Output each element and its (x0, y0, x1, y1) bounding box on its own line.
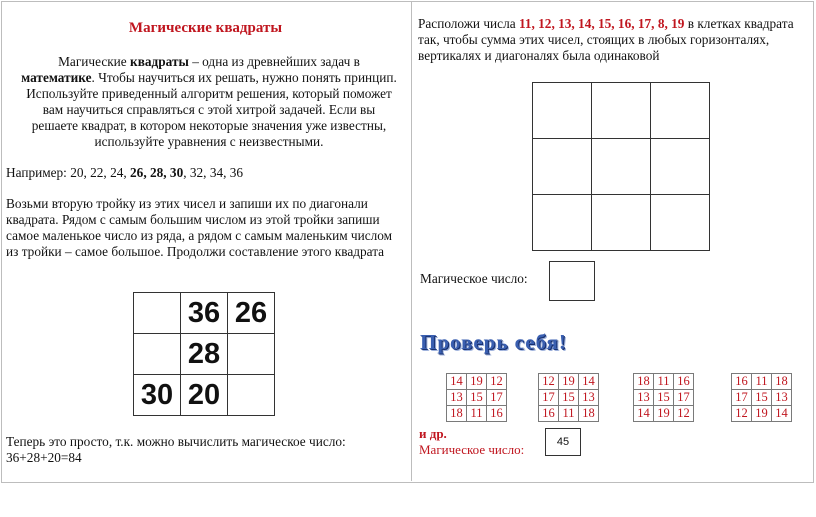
solution-square-3 (633, 373, 694, 422)
empty-cell[interactable] (651, 139, 710, 195)
text-run: Расположи числа (418, 16, 519, 31)
empty-cell[interactable] (533, 83, 592, 139)
solution-cell: 13 (634, 390, 654, 406)
sample-cell: 30 (134, 375, 181, 416)
empty-cell[interactable] (533, 139, 592, 195)
solution-cell: 19 (654, 406, 674, 422)
solution-square-2 (538, 373, 599, 422)
empty-cell[interactable] (651, 83, 710, 139)
intro-paragraph (20, 54, 398, 150)
empty-magic-square (532, 82, 710, 251)
text-run: в клетках квадрата так, чтобы сумма этих чисел, стоящих в любых горизонталях, вертикалях и диагоналях была одинаковой (418, 16, 794, 63)
solution-cell: 11 (467, 406, 487, 422)
text-run: – одна из древнейших задач в (188, 54, 360, 69)
sample-cell[interactable] (134, 334, 181, 375)
left-title: Магические квадраты (128, 20, 283, 36)
solution-cell: 17 (732, 390, 752, 406)
instruction-paragraph: Возьми вторую тройку из этих чисел и запиши их по диагонали квадрата. Рядом с самым большим числом из этой тройки запиши самое маленькое число из ряда, а рядом с самым маленьким числом из тройки – самое большое. Продолжи составление этого квадрата (6, 196, 393, 259)
sample-cell[interactable] (228, 334, 275, 375)
sample-cell: 36 (181, 293, 228, 334)
solution-cell: 12 (732, 406, 752, 422)
solution-cell: 13 (579, 390, 599, 406)
solution-cell: 17 (487, 390, 507, 406)
solution-cell: 18 (772, 374, 792, 390)
solution-cell: 15 (752, 390, 772, 406)
conclusion (6, 434, 346, 466)
sample-cell: 26 (228, 293, 275, 334)
solution-cell: 12 (674, 406, 694, 422)
solution-cell: 14 (634, 406, 654, 422)
conclusion-text: Теперь это просто, т.к. можно вычислить магическое число: (6, 434, 346, 449)
text-run: Магические (58, 54, 131, 69)
conclusion-formula: 36+28+20=84 (6, 450, 82, 465)
text-run: , 32, 34, 36 (183, 165, 244, 180)
solution-cell: 16 (732, 374, 752, 390)
solution-cell: 11 (654, 374, 674, 390)
sample-cell[interactable] (228, 375, 275, 416)
solution-cell: 18 (579, 406, 599, 422)
solution-cell: 13 (772, 390, 792, 406)
sample-cell: 28 (181, 334, 228, 375)
solution-cell: 18 (634, 374, 654, 390)
text-run: . Чтобы научиться их решать, нужно понять принцип. Используйте приведенный алгоритм решения, который поможет вам научиться справляться с этой хитрой задачей. Если вы решаете квадрат, в котором некоторые значения уже известны, используйте уравнения с неизвестными. (26, 70, 397, 149)
solution-square-4 (731, 373, 792, 422)
check-yourself-title: Проверь себя! (420, 330, 567, 354)
column-divider (411, 1, 412, 481)
empty-cell[interactable] (592, 139, 651, 195)
solution-cell: 16 (674, 374, 694, 390)
empty-cell[interactable] (592, 83, 651, 139)
empty-cell[interactable] (651, 195, 710, 251)
solution-square-1 (446, 373, 507, 422)
solution-cell: 12 (539, 374, 559, 390)
solution-cell: 19 (559, 374, 579, 390)
solution-cell: 19 (467, 374, 487, 390)
example-line (6, 165, 243, 181)
sample-cell[interactable] (134, 293, 181, 334)
solution-cell: 14 (447, 374, 467, 390)
text-run: 11, 12, 13, 14, 15, 16, 17, 8, 19 (518, 16, 685, 31)
sample-magic-square (133, 292, 275, 416)
solution-cell: 17 (674, 390, 694, 406)
text-run: Например: 20, 22, 24, (6, 165, 131, 180)
solution-cell: 14 (579, 374, 599, 390)
solution-cell: 15 (467, 390, 487, 406)
solution-cell: 11 (559, 406, 579, 422)
solution-cell: 11 (752, 374, 772, 390)
solution-cell: 15 (654, 390, 674, 406)
solution-cell: 14 (772, 406, 792, 422)
sample-cell: 20 (181, 375, 228, 416)
text-run: квадраты (130, 54, 189, 69)
magic-number-label-2: Магическое число: (419, 442, 525, 457)
solution-cell: 18 (447, 406, 467, 422)
magic-number-box[interactable] (549, 261, 595, 301)
solution-cell: 17 (539, 390, 559, 406)
magic-number-label: Магическое число: (420, 271, 528, 286)
solution-cell: 12 (487, 374, 507, 390)
task-paragraph (418, 16, 808, 64)
empty-cell[interactable] (533, 195, 592, 251)
magic-number-answer: 45 (545, 428, 581, 456)
solution-cell: 19 (752, 406, 772, 422)
solution-cell: 16 (539, 406, 559, 422)
etc-label: и др. (419, 426, 447, 441)
solution-cell: 16 (487, 406, 507, 422)
solution-cell: 15 (559, 390, 579, 406)
empty-cell[interactable] (592, 195, 651, 251)
text-run: 26, 28, 30 (130, 165, 184, 180)
text-run: математике (21, 70, 92, 85)
solution-cell: 13 (447, 390, 467, 406)
